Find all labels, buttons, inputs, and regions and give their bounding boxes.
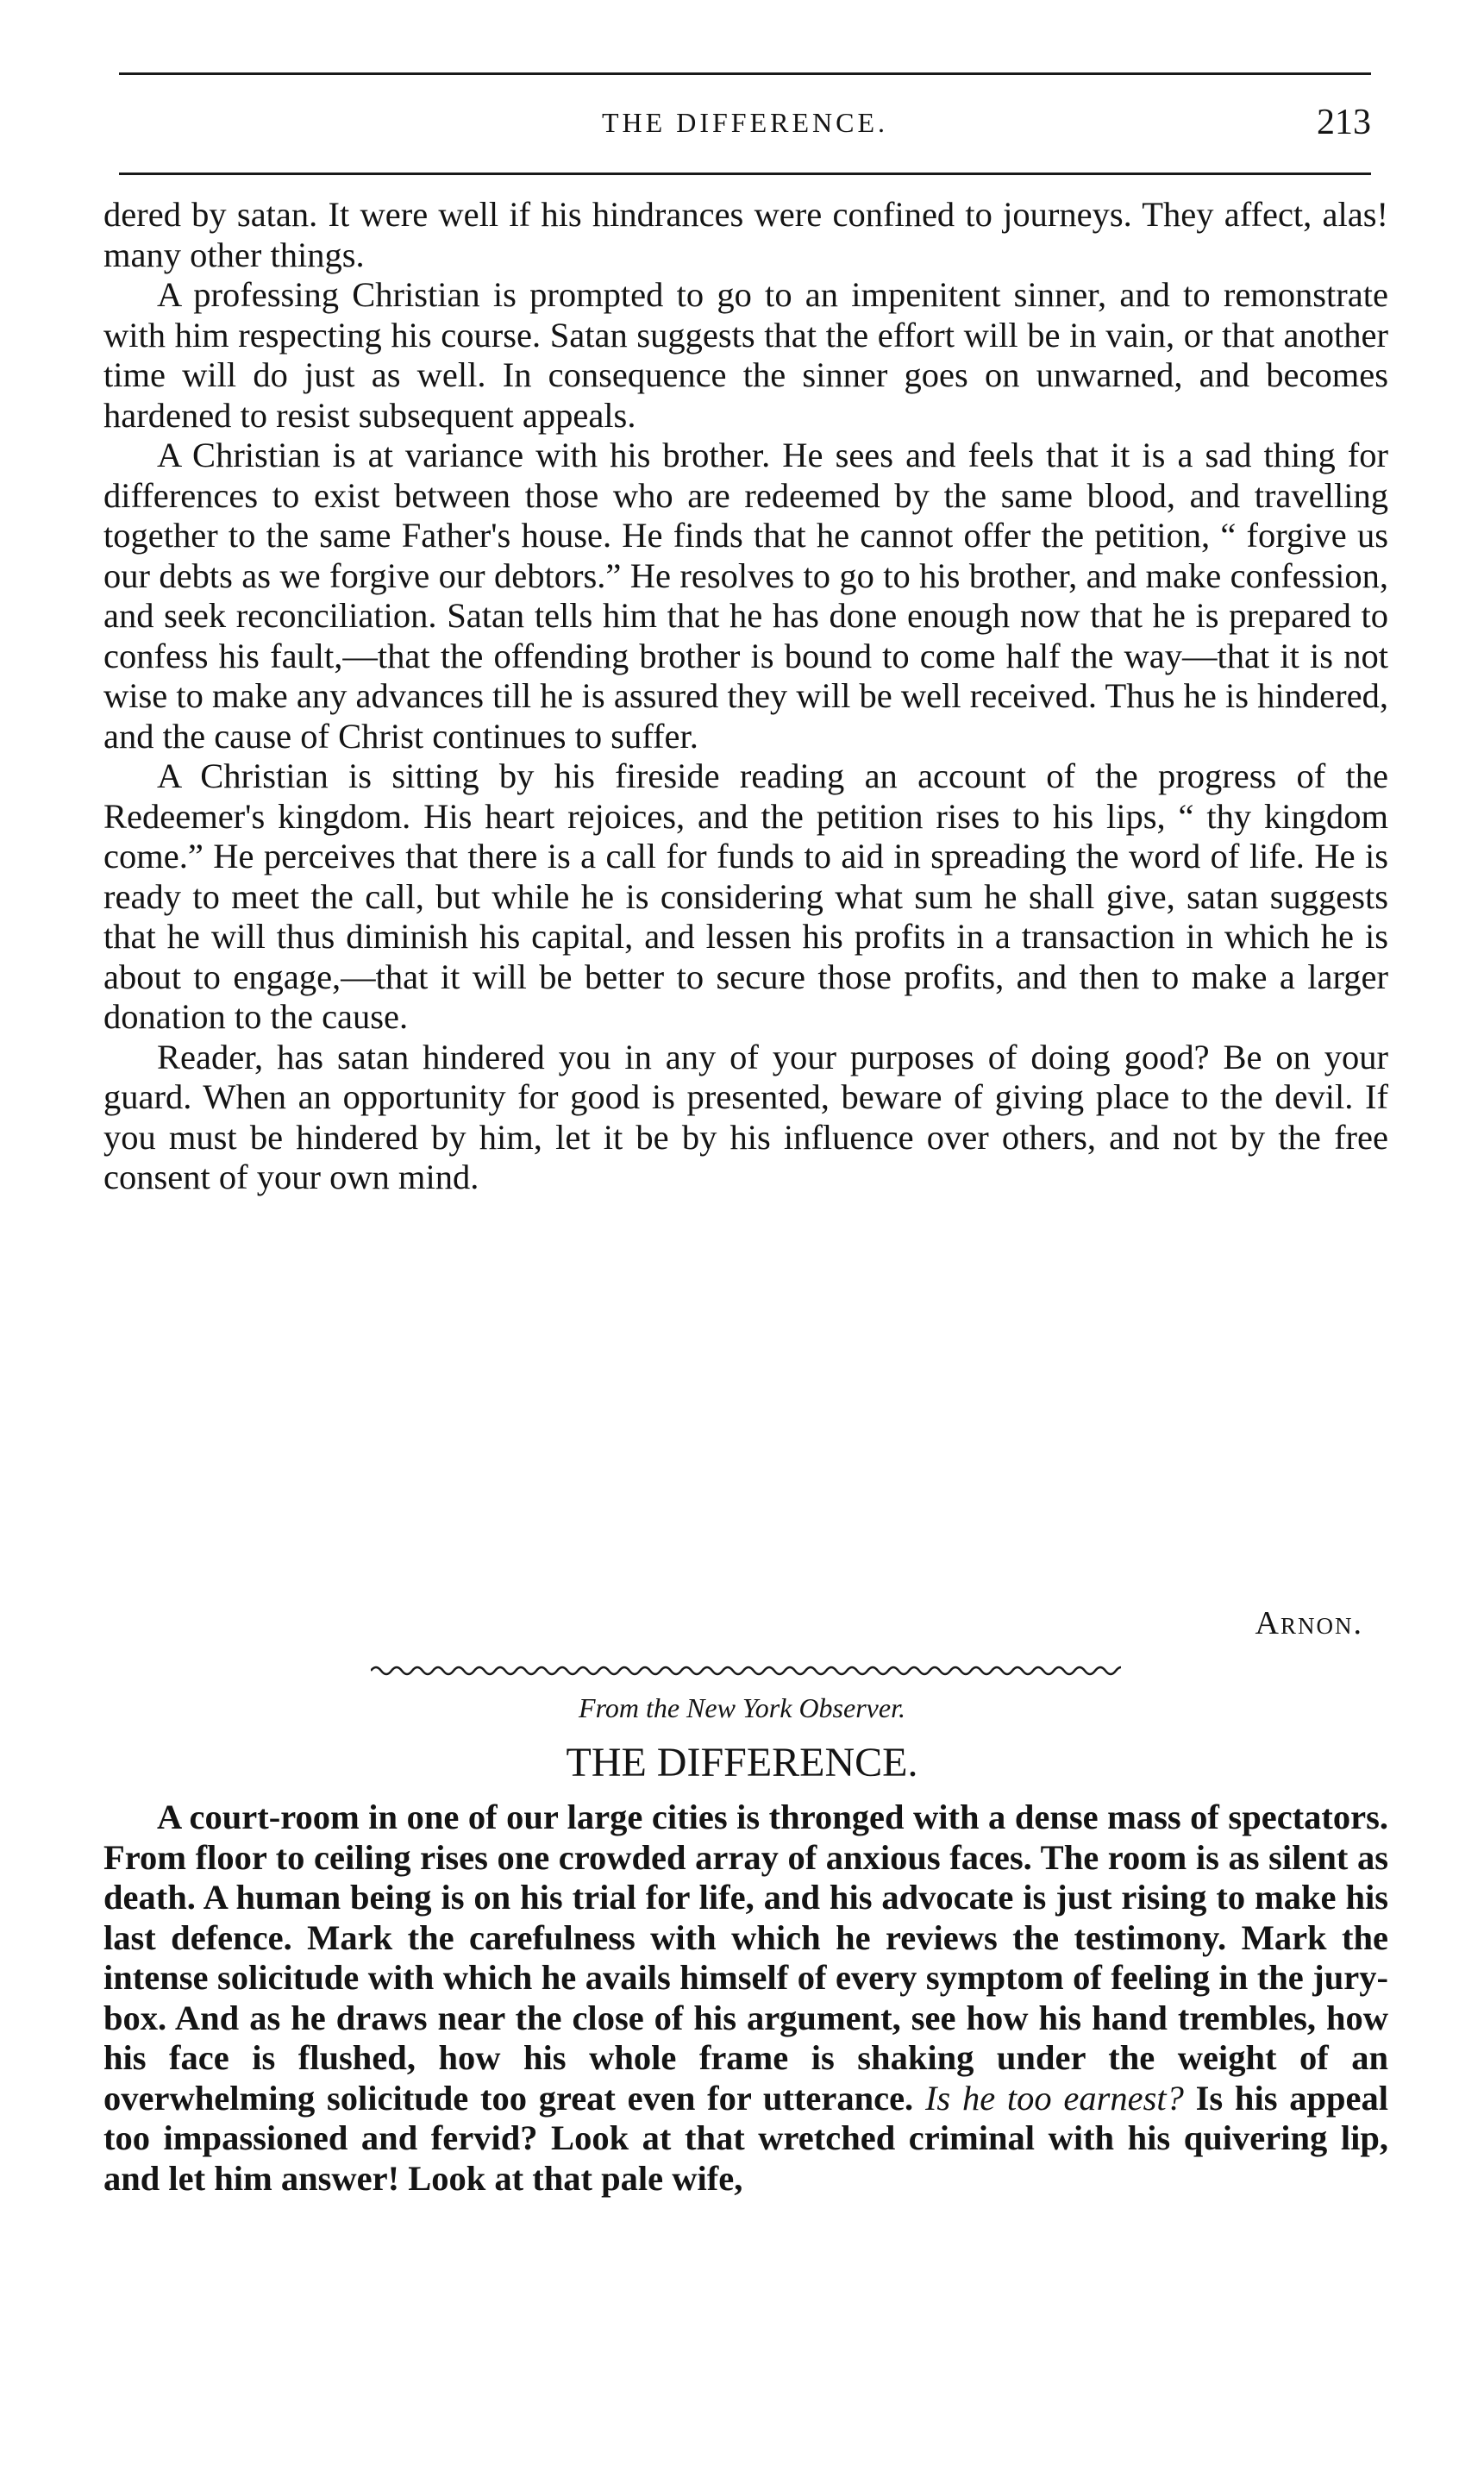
first-section-text bbox=[103, 195, 1388, 1198]
paragraph-continuation: dered by satan. It were well if his hindrances were confined to journeys. They affect, alas! many other things. bbox=[103, 195, 1388, 274]
paragraph-court-room bbox=[103, 1798, 1388, 2199]
paragraph-fireside: A Christian is sitting by his fireside reading an account of the progress of the Redeemer's kingdom. His heart rejoices, and the petition rises to his lips, “ thy kingdom come.” He perceives that there is a call for funds to aid in spreading the word of life. He is ready to meet the call, but while he is considering what sum he shall give, satan suggests that he will thus diminish his capital, and lessen his profits in a transaction in which he is about to engage,—that it will be better to secure those profits, and then to make a larger donation to the cause. bbox=[103, 756, 1388, 1036]
paragraph-variance-brother: A Christian is at variance with his brother. He sees and feels that it is a sad thing for differences to exist between those who are redeemed by the same blood, and travelling together to the same Father's house. He finds that he cannot offer the petition, “ forgive us our debts as we forgive our debtors.” He resolves to go to his brother, and make confession, and seek reconciliation. Satan tells him that he has done enough now that he is prepared to confess his fault,—that the offending brother is bound to come half the way—that it is not wise to make any advances till he is assured they will be well received. Thus he is hindered, and the cause of Christ continues to suffer. bbox=[103, 436, 1388, 756]
source-attribution: From the New York Observer. bbox=[579, 1692, 905, 1723]
court-room-italic: Is he too earnest? bbox=[924, 2078, 1184, 2118]
top-rule bbox=[119, 72, 1371, 75]
second-section-text bbox=[103, 1798, 1388, 2199]
court-room-text-a: A court-room in one of our large cities is thronged with a dense mass of spectators. From floor to ceiling rises one crowded array of anxious faces. The room is as silent as death. A human being is on his trial for life, and his advocate is just rising to make his last defence. Mark the carefulness with which he reviews the testimony. Mark the intense solicitude with which he avails himself of every symptom of feeling in the jury-box. And as he draws near the close of his argument, see how his hand trembles, how his face is flushed, how his whole frame is shaking under the weight of an overwhelming solicitude too great even for utterance. bbox=[103, 1798, 1388, 2118]
wavy-divider bbox=[371, 1661, 1121, 1680]
running-head bbox=[119, 97, 1371, 148]
article-title: THE DIFFERENCE. bbox=[566, 1740, 918, 1785]
page-number: 213 bbox=[1317, 103, 1371, 142]
author-signature: Arnon. bbox=[1255, 1605, 1363, 1641]
paragraph-impenitent-sinner: A professing Christian is prompted to go to an impenitent sinner, and to remonstrate with him respecting his course. Satan suggests that the effort will be in vain, or that another time will do just as well. In consequence the sinner goes on unwarned, and becomes hardened to resist subsequent appeals. bbox=[103, 275, 1388, 435]
running-title: THE DIFFERENCE. bbox=[602, 107, 888, 138]
court-room-text-b: Is his appeal too impassioned and fervid? Look at that wretched criminal with his quivering lip, and let him answer! Look at that pale wife, bbox=[103, 2078, 1388, 2198]
header-rule bbox=[119, 173, 1371, 175]
paragraph-reader: Reader, has satan hindered you in any of your purposes of doing good? Be on your guard. When an opportunity for good is presented, beware of giving place to the devil. If you must be hindered by him, let it be by his influence over others, and not by the free consent of your own mind. bbox=[103, 1037, 1388, 1196]
